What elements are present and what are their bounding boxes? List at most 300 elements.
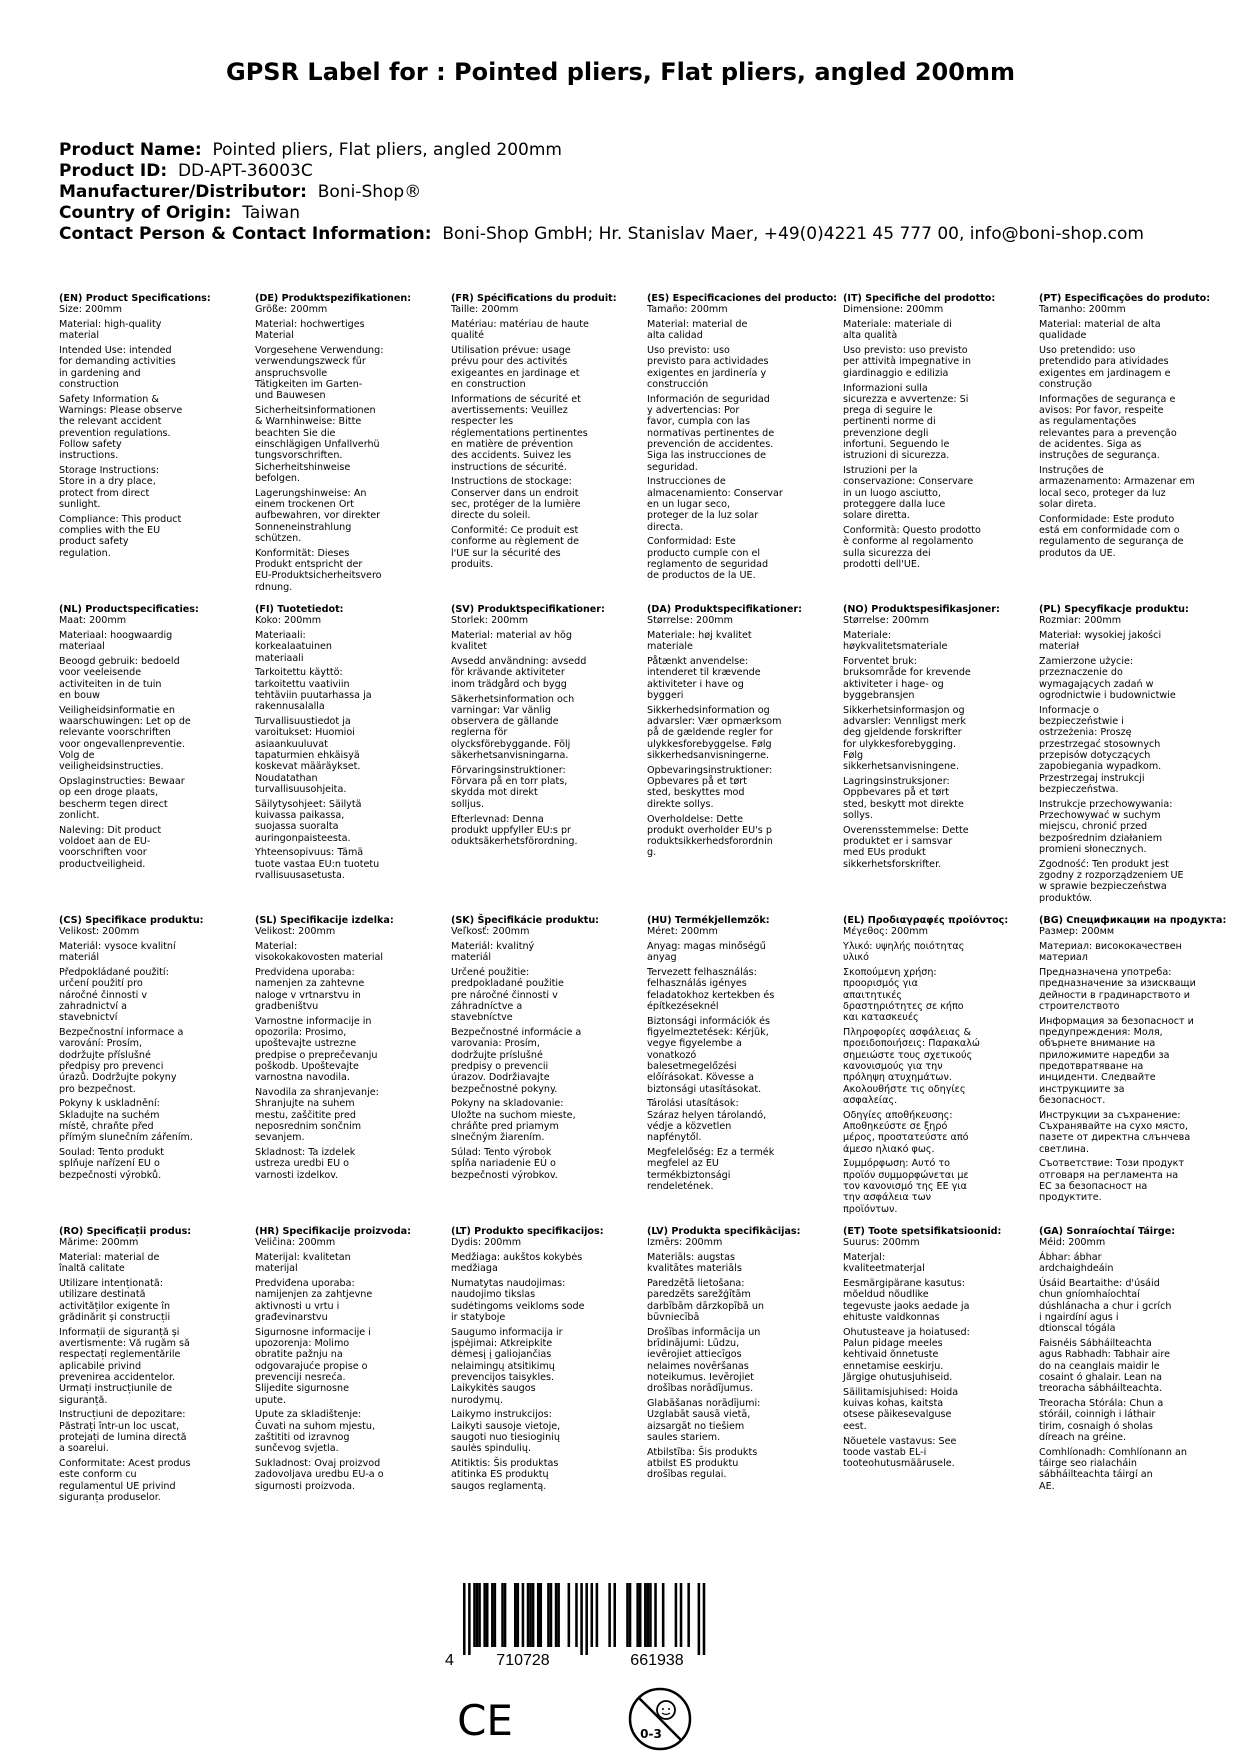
barcode-bar [687,1583,690,1647]
spec-line: för krävande aktiviteter [451,667,565,679]
language-section-title: (ET) Toote spetsifikatsioonid: [843,1226,1002,1237]
spec-line: koskevat määräykset. [255,761,361,773]
spec-line: Materiale: materiale di [843,319,952,331]
spec-line: exigentes em jardinagem e [1039,367,1171,379]
spec-paragraph [647,476,823,532]
spec-paragraph [647,1447,823,1481]
spec-line: i ngairdíní agus i [1039,1312,1119,1324]
spec-paragraph [843,776,1019,821]
age-range-text: 0-3 [640,1727,662,1741]
spec-line: paredzēts sarežģītām [647,1289,751,1301]
spec-line: sicurezza e avvertenze: Si [843,393,969,405]
spec-line: Súlad: Tento výrobok [451,1147,552,1159]
spec-line: Instrukcje przechowywania: [1039,798,1173,810]
spec-line: namenjen za zahtevne [255,978,365,990]
spec-line: Material: material de [59,1252,160,1264]
spec-paragraph [255,1237,431,1248]
spec-line: felhasználás igényes [647,978,747,990]
spec-line: Veličina: 200mm [255,1237,336,1249]
spec-line: Järgige ohutusjuhiseid. [843,1372,953,1384]
spec-line: materiale [647,641,693,653]
spec-line: Sigurnosne informacije i [255,1326,371,1338]
spec-line: product safety [59,536,129,548]
language-section-title: (ES) Especificaciones del producto: [647,293,838,304]
spec-paragraph [647,1098,823,1143]
spec-line: tegevuste jaoks aedade ja [843,1300,970,1312]
spec-line: intenderet til krævende [647,667,761,679]
spec-line: stóráil, coinnigh i láthair [1039,1409,1156,1421]
spec-line: Material: material de [647,319,748,331]
language-section-title: (PL) Specyfikacje produktu: [1039,604,1189,615]
spec-line: Tervezett felhasználás: [647,967,757,979]
spec-line: korkealaatuinen [255,641,333,653]
spec-line: solare diretta. [843,510,910,522]
spec-line: Material: [255,941,298,953]
spec-paragraph [451,1147,627,1181]
spec-line: eest. [843,1420,867,1432]
spec-line: regulamento de segurança de [1039,536,1184,548]
info-value: Taiwan [242,203,301,223]
spec-paragraph [843,304,1019,315]
spec-line: infortuni. Seguendo le [843,439,950,451]
spec-line: bezpieczeństwa. [1039,783,1119,795]
spec-line: asiaankuuluvat [255,738,328,750]
spec-paragraph [255,1016,431,1084]
spec-paragraph [451,814,627,848]
spec-line: Información de seguridad [647,393,770,405]
spec-paragraph [59,825,235,870]
spec-line: Uzglabāt sausā vietā, [647,1409,751,1421]
spec-line: Izmērs: 200mm [647,1237,723,1249]
spec-line: zgodny z rozporządzeniem UE [1039,870,1184,882]
spec-paragraph [843,1252,1019,1275]
spec-line: materiał [1039,641,1080,653]
spec-line: kvalitet [451,641,487,653]
spec-line: Volg de [59,750,95,762]
spec-line: varování: Prosím, [59,1038,143,1050]
spec-line: úrazů. Dodržujte pokyny [59,1072,177,1084]
barcode-bar [662,1583,665,1647]
barcode-bar [675,1583,678,1647]
spec-line: Soulad: Tento produkt [59,1147,165,1159]
spec-line: napfénytől. [647,1132,702,1144]
spec-line: Intended Use: intended [59,345,172,357]
ean-barcode [441,1583,741,1668]
spec-line: predpokladané použitie [451,978,564,990]
spec-line: megfelel az EU [647,1158,719,1170]
spec-line: AE. [1039,1480,1055,1492]
spec-line: Conformitate: Acest produs [59,1458,191,1470]
spec-line: Glabāšanas norādījumi: [647,1398,761,1410]
language-section [59,915,235,1181]
spec-line: védje a közvetlen [647,1121,732,1133]
spec-line: záhradníctve a [451,1001,523,1013]
language-section [843,293,1019,570]
spec-line: Bezpečnostní informace a [59,1027,184,1039]
spec-line: Tamaño: 200mm [647,304,728,316]
spec-paragraph [59,1252,235,1275]
spec-line: saules stariem. [647,1432,721,1444]
spec-line: Sikkerhetsinformasjon og [843,704,965,716]
spec-line: Atbilstība: Šis produkts [647,1446,758,1458]
spec-paragraph [451,630,627,653]
spec-line: Sicherheitshinweise [255,461,351,473]
spec-line: Informations de sécurité et [451,393,581,405]
spec-line: отговаря на регламента на [1039,1169,1179,1181]
spec-line: naloge v vrtnarstvu in [255,989,361,1001]
spec-line: Numatytas naudojimas: [451,1278,566,1290]
spec-line: Material: material de alta [1039,319,1161,331]
spec-paragraph [59,967,235,1023]
spec-line: figyelmeztetések: Kérjük, [647,1027,769,1039]
spec-line: ardchaighdeáin [1039,1263,1114,1275]
spec-line: zadovoljava uredbu EU-a o [255,1469,384,1481]
spec-line: náročné činnosti v [59,989,147,1001]
spec-line: beachten Sie die [255,427,336,439]
spec-line: Förvara på en torr plats, [451,776,568,788]
spec-line: sudėtingoms veikloms sode [451,1300,585,1312]
spec-line: Instructions de stockage: [451,476,572,488]
barcode-bar [608,1583,611,1647]
spec-line: Lagringsinstruksjoner: [843,776,950,788]
spec-line: Uso previsto: uso [647,345,730,357]
barcode-bar [494,1583,497,1647]
spec-paragraph [255,967,431,1012]
spec-line: verwendungszweck für [255,356,366,368]
spec-line: Istruzioni per la [843,465,918,477]
spec-line: Materiał: wysokiej jakości [1039,630,1162,642]
spec-line: Utilisation prévue: usage [451,345,571,357]
spec-line: prevención de accidentes. [647,439,774,451]
barcode-bar [501,1583,504,1647]
spec-paragraph [1039,394,1215,462]
spec-line: обърнете внимание на [1039,1038,1156,1050]
spec-line: materiál [451,952,492,964]
spec-line: suojassa suoralta [255,821,339,833]
spec-line: turvallisuusohjeita. [255,783,347,795]
language-section [59,293,235,559]
spec-line: Conformità: Questo prodotto [843,525,981,537]
spec-line: přímým slunečním zářením. [59,1132,193,1144]
spec-line: regulation. [59,547,111,559]
spec-line: Méid: 200mm [1039,1237,1106,1249]
language-section [451,604,627,847]
barcode-bar [555,1583,558,1647]
language-section-title: (CS) Specifikace produktu: [59,915,204,926]
spec-line: vegye figyelembe a [647,1038,742,1050]
spec-line: Tárolási utasítások: [647,1098,739,1110]
spec-paragraph [1039,859,1215,904]
spec-line: varovania: Prosím, [451,1038,540,1050]
spec-line: activiteiten in de tuin [59,678,162,690]
barcode-bar [473,1583,476,1647]
spec-line: dtionscal tógála [1039,1323,1116,1335]
spec-line: σημειώστε τους σχετικούς [843,1049,973,1061]
spec-paragraph [59,926,235,937]
spec-paragraph [1039,465,1215,510]
spec-line: istruzioni di sicurezza. [843,450,950,462]
spec-line: Opbevaringsinstruktioner: [647,764,773,776]
spec-line: sikkerhetsanvisningene. [843,761,960,773]
language-section [255,604,431,881]
spec-line: drošības regulai. [647,1469,727,1481]
spec-paragraph [1039,656,1215,701]
language-section [451,1226,627,1492]
spec-line: vonatkozó [647,1049,697,1061]
spec-line: dodržujte příslušné [59,1049,151,1061]
spec-line: en matière de prévention [451,439,574,451]
spec-line: & Warnhinweise: Bitte [255,416,362,428]
spec-line: пазете от директна слънчева [1039,1132,1191,1144]
spec-line: produktów. [1039,892,1093,904]
barcode-bar [596,1583,599,1647]
spec-paragraph [255,1278,431,1323]
page-title: GPSR Label for : Pointed pliers, Flat pliers, angled 200mm [226,58,1015,86]
spec-line: Oppbevares på et tørt [843,787,950,799]
spec-line: Informações de segurança e [1039,393,1176,405]
spec-paragraph [1039,1110,1215,1155]
spec-line: Velikost: 200mm [255,926,336,938]
spec-line: miejscu, chronić przed [1039,821,1148,833]
spec-paragraph [255,926,431,937]
info-label: Product Name: [59,140,202,160]
spec-line: Skladnost: Ta izdelek [255,1147,356,1159]
spec-line: Megfelelőség: Ez a termék [647,1147,775,1159]
spec-line: varnosti izdelkov. [255,1169,339,1181]
language-section-title: (DA) Produktspecifikationer: [647,604,802,615]
spec-line: Materiale: høj kvalitet [647,630,752,642]
spec-paragraph [647,1252,823,1275]
spec-line: protejați de lumina directă [59,1432,187,1444]
info-value: Boni-Shop GmbH; Hr. Stanislav Maer, +49(0)4221 45 777 00, info@boni-shop.com [442,224,1144,244]
spec-line: ulykkesforebyggelse. Følg [647,738,772,750]
spec-paragraph [255,1147,431,1181]
spec-line: stavebnictví [59,1012,118,1024]
spec-line: y advertencias: Por [647,405,740,417]
spec-line: Palun pidage meeles [843,1338,943,1350]
spec-line: przestrzegać stosownych [1039,738,1161,750]
spec-line: građevinarstvu [255,1312,328,1324]
spec-line: zonlicht. [59,810,100,822]
language-section-title: (GA) Sonraíochtaí Táirge: [1039,1226,1176,1237]
spec-paragraph [59,394,235,462]
spec-line: Påtænkt anvendelse: [647,656,749,668]
spec-line: Anyag: magas minőségű [647,941,766,953]
barcode-bar [514,1583,517,1647]
spec-paragraph [255,1458,431,1492]
spec-line: sted, beskyttes mod [647,787,745,799]
spec-line: dėmesį į galiojančias [451,1349,552,1361]
barcode-bar [680,1583,683,1647]
spec-paragraph [647,941,823,964]
spec-line: Száraz helyen tárolandó, [647,1109,767,1121]
spec-line: está em conformidade com o [1039,525,1180,537]
spec-paragraph [843,1436,1019,1470]
spec-line: productveiligheid. [59,858,146,870]
spec-line: Produkt entspricht der [255,559,363,571]
language-section [59,604,235,870]
spec-paragraph [255,716,431,795]
spec-paragraph [843,525,1019,570]
spec-paragraph [647,705,823,761]
spec-paragraph [1039,345,1215,390]
spec-paragraph [1039,1447,1215,1492]
barcode-bar [486,1583,489,1647]
spec-line: brīdinājumi: Lūdzu, [647,1338,740,1350]
spec-paragraph [255,941,431,964]
spec-paragraph [843,1237,1019,1248]
spec-line: Informazioni sulla [843,382,928,394]
spec-paragraph [59,776,235,821]
spec-paragraph [255,1087,431,1143]
barcode-bar [644,1583,647,1647]
spec-line: Overensstemmelse: Dette [843,824,969,836]
spec-line: sollys. [843,810,873,822]
spec-line: předpisy pro prevenci [59,1061,164,1073]
spec-line: høykvalitetsmateriale [843,641,948,653]
spec-line: sikkerhedsanvisningerne. [647,750,770,762]
spec-line: Biztonsági információk és [647,1015,770,1027]
spec-line: Информация за безопасност и [1039,1015,1194,1027]
spec-line: de acidentes. Siga as [1039,439,1142,451]
spec-paragraph [843,319,1019,342]
spec-paragraph [647,319,823,342]
spec-line: reglamento de seguridad [647,559,769,571]
language-section-title: (RO) Specificații produs: [59,1226,192,1237]
barcode-bar [649,1583,652,1647]
spec-line: protect from direct [59,487,150,499]
spec-line: Uložte na suchom mieste, [451,1109,576,1121]
spec-line: anspruchsvolle [255,367,328,379]
language-section-title: (LT) Produkto specifikacijos: [451,1226,604,1237]
barcode-bar [537,1583,540,1647]
spec-line: pertinenti norme di [843,416,936,428]
barcode-left-group: 710728 [496,1652,550,1668]
spec-line: pro bezpečnost. [59,1083,136,1095]
spec-line: atitinka ES produktų [451,1469,549,1481]
spec-paragraph [647,394,823,473]
spec-line: produktet er i samsvar [843,836,953,848]
spec-line: Turvallisuustiedot ja [255,716,351,728]
spec-line: material [59,330,100,342]
spec-line: светлина. [1039,1143,1089,1155]
spec-paragraph [1039,705,1215,795]
spec-line: Velikost: 200mm [59,926,140,938]
spec-line: conservazione: Conservare [843,476,974,488]
spec-paragraph [843,941,1019,964]
spec-line: agus Rabhadh: Tabhair aire [1039,1349,1170,1361]
spec-line: sunčevog svjetla. [255,1443,339,1455]
spec-paragraph [59,1327,235,1406]
spec-line: Pokyny k uskladnění: [59,1098,160,1110]
spec-line: Follow safety [59,439,122,451]
spec-line: Instruções de [1039,465,1104,477]
spec-line: splňuje nařízení EU o [59,1158,160,1170]
spec-line: предупреждения: Моля, [1039,1027,1163,1039]
spec-line: Materiaali: [255,630,306,642]
spec-line: prevenciji nesreća. [255,1372,346,1384]
spec-paragraph [843,825,1019,870]
spec-line: δραστηριότητες σε κήπο [843,1001,964,1013]
language-section [255,293,431,593]
spec-line: do na ceanglais maidir le [1039,1360,1160,1372]
spec-line: místě, chraňte před [59,1121,154,1133]
spec-line: Przestrzegaj instrukcji [1039,772,1145,784]
spec-line: otsese päikesevalguse [843,1409,952,1421]
spec-line: Størrelse: 200mm [647,615,733,627]
spec-line: Overholdelse: Dette [647,813,744,825]
spec-line: solar direta. [1039,499,1097,511]
spec-line: termékbiztonsági [647,1169,731,1181]
spec-line: avertissements: Veuillez [451,405,568,417]
info-label: Product ID: [59,161,168,181]
spec-line: schützen. [255,532,302,544]
spec-line: qualidade [1039,330,1087,342]
language-section-title: (SV) Produktspecifikationer: [451,604,605,615]
spec-line: άμεσο ηλιακό φως. [843,1143,935,1155]
spec-line: waarschuwingen: Let op de [59,716,191,728]
spec-paragraph [451,615,627,626]
spec-line: as regulamentações [1039,416,1137,428]
spec-line: produtos da UE. [1039,547,1116,559]
spec-line: Material: high-quality [59,319,162,331]
spec-paragraph [255,1409,431,1454]
spec-line: Μέγεθος: 200mm [843,926,928,938]
spec-line: varoitukset: Huomioi [255,727,355,739]
spec-line: for demanding activities [59,356,176,368]
spec-line: Materjal: [843,1252,886,1264]
spec-line: Bezpečnostné informácie a [451,1027,582,1039]
spec-line: seguridad. [647,461,698,473]
spec-line: byggeri [647,690,684,702]
spec-line: Συμμόρφωση: Αυτό το [843,1158,951,1170]
spec-line: gradbeništvu [255,1001,319,1013]
spec-line: prévu pour des activités [451,356,568,368]
spec-line: ustreza uredbi EU o [255,1158,350,1170]
spec-line: Ohutusteave ja hoiatused: [843,1326,970,1338]
spec-paragraph [843,1327,1019,1383]
spec-line: tuote vastaa EU:n tuotetu [255,858,380,870]
spec-paragraph [451,1237,627,1248]
spec-line: Sicherheitsinformationen [255,405,376,417]
language-section [647,604,823,859]
spec-line: προορισμός για [843,978,918,990]
info-row-contact [59,224,1144,245]
spec-line: relevante voorschriften [59,727,171,739]
language-section [1039,293,1215,559]
spec-line: the relevant accident [59,416,162,428]
spec-line: poškodb. Upoštevajte [255,1061,359,1073]
spec-line: in gardening and [59,367,141,379]
barcode-right-group: 661938 [630,1652,684,1668]
spec-line: este conform cu [59,1469,137,1481]
spec-line: Siga las instrucciones de [647,450,767,462]
spec-line: Laikykitės saugos [451,1383,536,1395]
spec-line: Shranjujte na suhem [255,1098,355,1110]
spec-line: materiál [59,952,100,964]
spec-line: avertismente: Vă rugăm să [59,1338,190,1350]
barcode-bar [547,1583,550,1647]
spec-line: Matériau: matériau de haute [451,319,589,331]
spec-line: qualité [451,330,485,342]
spec-line: przepisów dotyczących [1039,750,1151,762]
spec-line: pre náročné činnosti v [451,989,558,1001]
language-section-title: (PT) Especificações do produto: [1039,293,1211,304]
spec-line: zahradnictví a [59,1001,127,1013]
spec-paragraph [1039,514,1215,559]
spec-line: Tamanho: 200mm [1039,304,1126,316]
spec-line: Compliance: This product [59,513,182,525]
